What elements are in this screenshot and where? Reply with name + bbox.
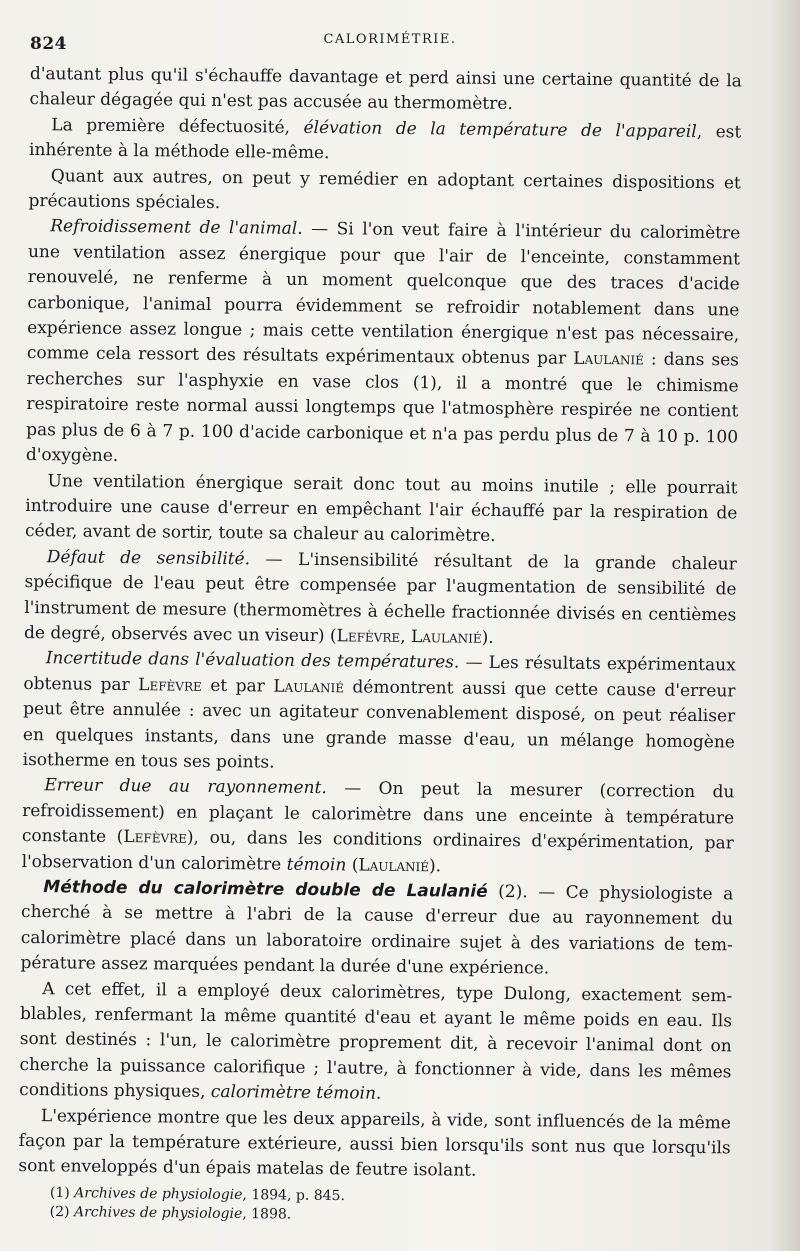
paragraph-methode: Méthode du calorimètre double de Laulanié (2). — Ce physiologiste a cherché à se mettre à l'abri de la cause d'erreur due au rayonnement du calorimètre placé dans un laboratoire ordinaire sujet à des variations de température assez marquées pendant la durée d'une expérience. <box>20 877 734 979</box>
body-text <box>18 62 742 1187</box>
page-header <box>30 28 750 52</box>
paragraph-5: Une ventilation énergique serait donc tout au moins inutile ; elle pourrait introduire une cause d'erreur en empêchant l'air échauffé par la respiration de céder, avant de sortir, toute sa chaleur au calorimètre. <box>24 470 738 547</box>
section-heading-rayonnement: Erreur due au rayonnement. <box>44 775 327 799</box>
paragraph-1: d'autant plus qu'il s'échauffe davantage et perd ainsi une certaine quantité de la chaleur dégagée qui n'est pas accusée au thermomètre. <box>29 63 742 115</box>
paragraph-sensibilite: Défaut de sensibilité. — L'insensibilité résultant de la grande chaleur spécifique de l'eau peut être compensée par l'augmentation de sensibilité de l'instrument de mesure (thermomètres à échelle fractionnée divisés en centièmes de degré, observés avec un viseur) (Lefèvre, Laulanié). <box>23 546 737 648</box>
footnote-2: (2) Archives de physiologie, 1898. <box>49 1203 292 1223</box>
footnote-1: (1) Archives de physiologie, 1894, p. 845. <box>49 1185 346 1205</box>
paragraph-2: La première défectuosité, élévation de la température de l'appareil, est inhérente à la méthode elle-même. <box>28 115 742 164</box>
footnotes <box>50 1184 650 1228</box>
paragraph-10: A cet effet, il a employé deux calorimètres, type Dulong, exactement semblables, renfermant la même quantité d'eau et ayant le même poids en eau. Ils sont destinés : l'un, le calorimètre proprement dit, à recevoir l'animal dont on cherche la puissance calorifique ; l'autre, à fonctionner à vide, dans les mêmes conditions physiques, calorimètre témoin. <box>19 978 733 1104</box>
section-heading-sensibilite: Défaut de sensibilité. <box>46 546 251 570</box>
section-heading-refroidissement: Refroidissement de l'animal. <box>50 216 303 240</box>
paragraph-rayonnement: Erreur due au rayonnement. — On peut la mesurer (correction du refroidissement) en plaçant le calorimètre dans une enceinte à température constante (Lefèvre), ou, dans les conditions ordinaires d'expérimentation, par l'observation d'un calorimètre témoin (Laulanié). <box>21 775 735 876</box>
running-head: CALORIMÉTRIE. <box>323 32 457 47</box>
paragraph-incertitude: Incertitude dans l'évaluation des températures. — Les résultats expérimentaux obtenus par Lefèvre et par Laulanié démontrent aussi que cette cause d'erreur peut être annulée : avec un agitateur convenablement disposé, on peut réaliser en quelques instants, dans une grande masse d'eau, un mélange homogène isotherme en tous ses points. <box>22 648 736 773</box>
page-number: 824 <box>30 34 67 54</box>
paragraph-refroidissement: Refroidissement de l'animal. — Si l'on veut faire à l'intérieur du calorimètre une ventilation assez énergique pour que l'air de l'enceinte, constamment renouvelé, ne renferme à un moment quelconque que des traces d'acide carbonique, l'animal pourra évidemment se refroidir notablement dans une expérience assez longue ; mais cette ventilation énergique n'est pas nécessaire, comme cela ressort des résultats expérimentaux obtenus par Laulanié : dans ses recherches sur l'asphyxie en vase clos (1), il a montré que le chimisme respiratoire reste normal aussi longtemps que l'atmosphère respirée ne contient pas plus de 6 à 7 p. 100 d'acide carbonique et n'a pas perdu plus de 7 à 10 p. 100 d'oxygène. <box>25 216 741 467</box>
paragraph-3: Quant aux autres, on peut y remédier en adoptant certaines dispositions et précautions spéciales. <box>28 165 741 214</box>
paragraph-11: L'expérience montre que les deux appareils, à vide, sont influencés de la même façon par la température extérieure, aussi bien lorsqu'ils sont nus que lorsqu'ils sont enveloppés d'un épais matelas de feutre isolant. <box>18 1105 732 1182</box>
section-heading-incertitude: Incertitude dans l'évaluation des températures. <box>45 648 460 673</box>
section-heading-methode: Méthode du calorimètre double de Laulanié <box>43 877 488 902</box>
